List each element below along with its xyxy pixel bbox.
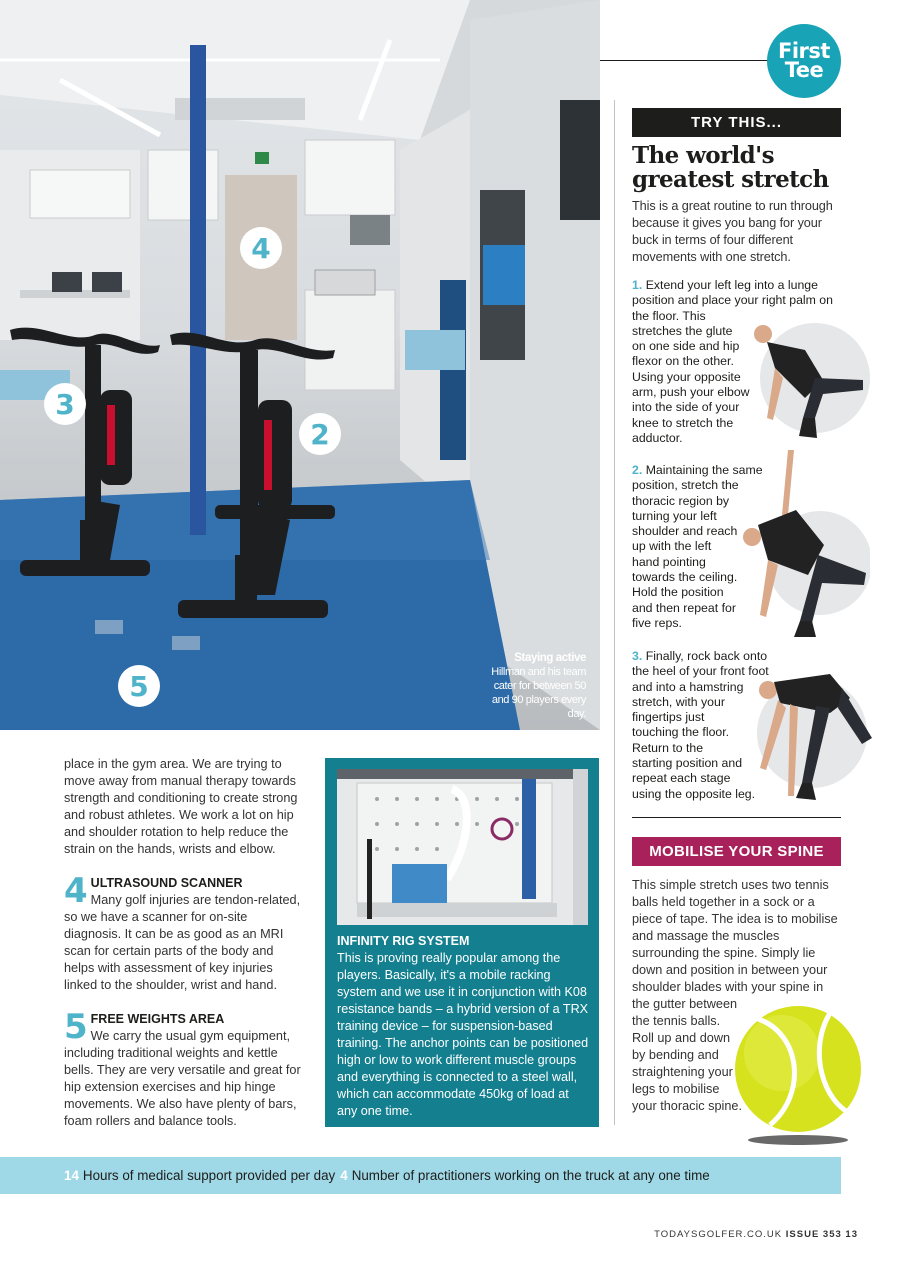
- step-1-line: flexor on the other.: [632, 354, 734, 369]
- step-1-line: into the side of your: [632, 400, 740, 415]
- step-1-line: the floor. This: [632, 308, 706, 323]
- lunge-figure-1: [745, 318, 870, 446]
- step-2-line: position, stretch the: [632, 478, 739, 493]
- section-heading: FREE WEIGHTS AREA: [90, 1012, 225, 1026]
- thoracic-reach-figure: [738, 445, 870, 640]
- page-footer: [654, 1229, 858, 1240]
- logo-line2: Tee: [784, 58, 824, 82]
- stat-text: Number of practitioners working on the truck at any one time: [351, 1168, 710, 1183]
- step-2-line: hand pointing: [632, 554, 706, 569]
- callout-badge-2: 2: [299, 413, 341, 455]
- section-free-weights: [64, 1007, 302, 1130]
- step-1-line: on one side and hip: [632, 339, 740, 354]
- step-3-line: repeat each stage: [632, 771, 731, 786]
- logo-line1: First: [778, 39, 830, 63]
- step-2-line: and then repeat for: [632, 600, 736, 615]
- step-3-line: and into a hamstring: [632, 679, 744, 694]
- step-3-line: using the opposite leg.: [632, 786, 756, 801]
- stretch-intro: This is a great routine to run through because it gives you bang for your buck in terms of four different movements with one stretch.: [632, 199, 833, 264]
- rig-photo: [337, 769, 588, 925]
- mobilise-text: This simple stretch uses two tennis balls held together in a sock or a piece of tape. The idea is to mobilise and massage the muscles surrounding the spine. Simply lie down and position in between your shoulder blades with your spine in: [632, 878, 838, 994]
- step-2-number: 2.: [632, 463, 643, 477]
- step-3-line: the heel of your front foot: [632, 664, 769, 679]
- try-this-label: TRY THIS...: [632, 108, 841, 137]
- footer-site: TODAYSGOLFER.CO.UK: [654, 1229, 783, 1240]
- rig-heading: INFINITY RIG SYSTEM: [337, 934, 470, 948]
- first-tee-logo: [767, 24, 841, 98]
- section-text: We carry the usual gym equipment, including traditional weights and kettle bells. They are very versatile and great for hip extension exercises and hip hinge movements. We also have plenty of bars, foam rollers and balance tools.: [64, 1029, 301, 1128]
- stats-bar: [0, 1157, 841, 1194]
- step-2-line: Maintaining the same: [645, 463, 763, 477]
- step-2-line: thoracic region by: [632, 493, 730, 508]
- step-2-line: Hold the position: [632, 585, 724, 600]
- step-1-line: Extend your left leg into a lunge: [645, 278, 818, 292]
- section-number: 4: [64, 871, 88, 911]
- tennis-ball-image: [730, 1003, 865, 1148]
- callout-badge-5: 5: [118, 665, 160, 707]
- mobilise-spine-label: MOBILISE YOUR SPINE: [632, 837, 841, 866]
- step-3: [632, 649, 769, 802]
- step-3-number: 3.: [632, 649, 643, 663]
- gym-photo: [0, 0, 600, 730]
- section-rule: [632, 817, 841, 818]
- header-rule: [600, 60, 770, 61]
- step-2-line: towards the ceiling.: [632, 570, 738, 585]
- step-1-line: stretches the glute: [632, 323, 733, 338]
- stretch-title: The world's greatest stretch: [632, 142, 829, 193]
- section-ultrasound: [64, 871, 302, 994]
- step-2-line: shoulder and reach: [632, 524, 738, 539]
- footer-page-number: 13: [845, 1229, 858, 1240]
- step-3-line: touching the floor.: [632, 725, 730, 740]
- step-1-line: adductor.: [632, 430, 683, 445]
- hamstring-stretch-figure: [750, 668, 875, 813]
- step-1-number: 1.: [632, 278, 643, 292]
- stat-text: Hours of medical support provided per day: [82, 1168, 336, 1183]
- step-2-line: five reps.: [632, 615, 682, 630]
- step-3-line: Return to the: [632, 740, 704, 755]
- step-3-line: stretch, with your: [632, 694, 725, 709]
- rig-text: This is proving really popular among the players. Basically, it's a mobile racking system and we use it in conjunction with K08 resistance bands – a hybrid version of a TRX training device – for suspension-based training. The anchor points can be positioned high or low to work different muscle groups and everything is connected to a steel wall, which can accommodate 450kg of load at any one time.: [337, 951, 589, 1118]
- step-3-line: fingertips just: [632, 710, 705, 725]
- step-1-line: Using your opposite: [632, 369, 741, 384]
- step-3-line: starting position and: [632, 756, 743, 771]
- rig-illustration: [337, 769, 588, 925]
- section-number: 5: [64, 1007, 88, 1047]
- column-divider: [614, 100, 615, 1125]
- callout-badge-4: 4: [240, 227, 282, 269]
- mobilise-text-continued: the gutter between the tennis balls. Roll up and down by bending and straightening your legs to mobilise your thoracic spine.: [632, 997, 743, 1113]
- section-text: Many golf injuries are tendon-related, so we have a scanner for on-site diagnosis. It can be as good as an MRI scan for certain parts of the body and helps with assessment of key injuries linked to the shoulder, wrist and hand.: [64, 893, 301, 992]
- gym-illustration: [0, 0, 600, 730]
- step-1-line: knee to stretch the: [632, 415, 734, 430]
- step-2-line: turning your left: [632, 508, 717, 523]
- photo-caption: [476, 651, 586, 721]
- step-2-line: up with the left: [632, 539, 712, 554]
- step-1-line: position and place your right palm on: [632, 293, 833, 308]
- caption-text: Hillman and his team cater for between 50 and 90 players every day.: [491, 666, 586, 720]
- stat-number: 14: [64, 1168, 79, 1183]
- step-1-line: arm, push your elbow: [632, 385, 750, 400]
- footer-issue: ISSUE 353: [785, 1229, 842, 1240]
- article-intro-text: place in the gym area. We are trying to move away from manual therapy towards strength and conditioning to create strong and robust athletes. We work a lot on hip and shoulder rotation to help reduce the strain on the hands, wrists and elbow.: [64, 757, 298, 856]
- caption-title: Staying active: [514, 652, 586, 664]
- step-3-line: Finally, rock back onto: [645, 649, 768, 663]
- stat-number: 4: [340, 1168, 348, 1183]
- callout-badge-3: 3: [44, 383, 86, 425]
- section-heading: ULTRASOUND SCANNER: [90, 876, 243, 890]
